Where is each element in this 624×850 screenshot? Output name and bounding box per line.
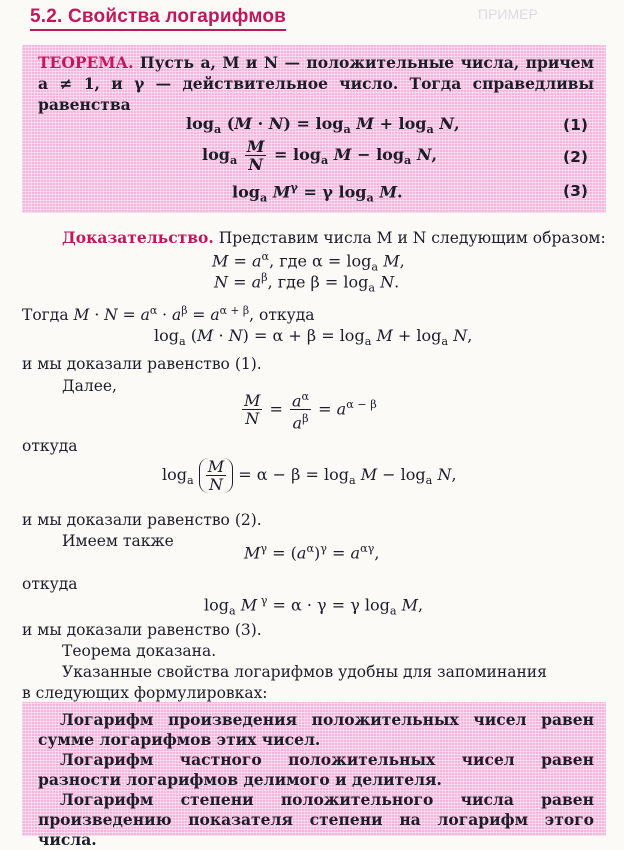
then-line: Тогда $M \cdot N = a^\alpha \cdot a^\beta = a^{\alpha + \beta}$, откуда — [22, 304, 315, 325]
equation-number-3: (3) — [563, 182, 588, 200]
proof-intro — [62, 228, 606, 248]
rule-quotient: Логарифм частного положительных чисел равен разности логарифмов делимого и делителя. — [38, 750, 594, 789]
proved-3: и мы доказали равенство (3). — [22, 621, 262, 639]
proof-intro-text: Представим числа M и N следующим образом: — [213, 229, 606, 247]
also: Имеем также — [62, 532, 174, 550]
formula-power: $M^\gamma = (a^\alpha)^\gamma = a^{\alpha\gamma}$, — [244, 542, 380, 563]
formula-log-product: $\log_a (M \cdot N) = \alpha + \beta = \log_a M + \log_a N$, — [154, 326, 473, 349]
equation-1: $\log_a (M \cdot N) = \log_a M + \log_a N$, — [186, 114, 460, 137]
equation-number-2: (2) — [563, 148, 588, 166]
theorem-label: ТЕОРЕМА. — [38, 53, 134, 72]
equation-2: $\log_a$ $\frac{M}{N}$ = $\log_a M - \log_a N$, — [202, 137, 438, 174]
proved-1: и мы доказали равенство (1). — [22, 355, 262, 373]
rule-power: Логарифм степени положительного числа равен произведению показателя степени на логарифм этого числа. — [38, 790, 594, 849]
rule-product: Логарифм произведения положительных чисел равен сумме логарифмов этих чисел. — [38, 710, 594, 749]
formula-m: $M = a^\alpha$, где $\alpha = \log_a M$, — [212, 250, 405, 274]
word-where-2: где — [277, 272, 306, 292]
formula-quotient: $\frac{M}{N}$ = $\frac{a^\alpha}{a^\beta}$ = $a^{\alpha - \beta}$ — [244, 390, 377, 433]
proved-2: и мы доказали равенство (2). — [22, 511, 262, 529]
theorem-text: Пусть a, M и N — положительные числа, причем a ≠ 1, и γ — действительное число. Тогда справедливы равенства — [38, 53, 594, 114]
further: Далее, — [62, 377, 117, 395]
word-whence-0: откуда — [259, 306, 315, 325]
summary-line-2: в следующих формулировках: — [22, 684, 268, 702]
summary-line-1: Указанные свойства логарифмов удобны для запоминания — [62, 663, 547, 681]
word-then: Тогда — [22, 306, 69, 325]
proof-done: Теорема доказана. — [62, 642, 217, 660]
rules-text — [38, 710, 594, 850]
theorem-statement — [38, 52, 594, 115]
proof-label: Доказательство. — [62, 228, 214, 247]
word-where-1: где — [279, 251, 307, 271]
formula-log-quotient: $\log_a$ $\frac{M}{N}$ = $\alpha - \beta = \log_a M - \log_a N$, — [162, 457, 457, 494]
bleed-through-text: ПРИМЕР — [478, 6, 538, 22]
formula-log-power: $\log_a M$ $^\gamma$ = α · γ = γ $\log_a M$, — [204, 594, 424, 618]
section-title: 5.2. Свойства логарифмов — [30, 6, 286, 31]
equation-number-1: (1) — [563, 116, 588, 134]
whence-1: откуда — [22, 437, 78, 455]
equation-3: $\log_a M^\gamma = \gamma$ $\log_a M$. — [232, 180, 403, 205]
formula-n: $N = a^\beta$, где $\beta = \log_a N$. — [214, 271, 400, 295]
whence-2: откуда — [22, 575, 78, 593]
